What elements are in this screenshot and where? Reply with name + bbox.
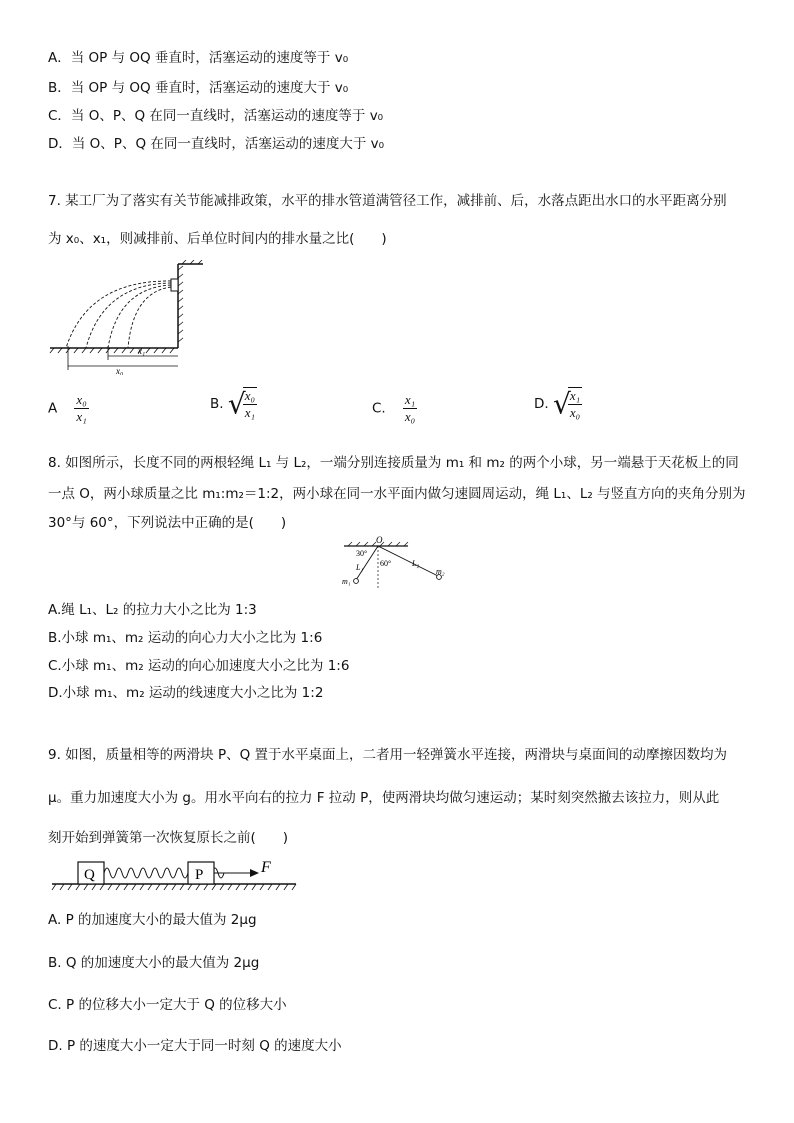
q8-figure-label-60: 60° xyxy=(380,559,392,568)
q8-figure-label-m2: m₂ xyxy=(436,567,445,576)
q8-option-d: D.小球 m₁、m₂ 运动的线速度大小之比为 1:2 xyxy=(48,685,324,701)
q9-option-d: D. P 的速度大小一定大于同一时刻 Q 的速度大小 xyxy=(48,1038,342,1054)
q7-option-a-letter: A xyxy=(48,400,58,417)
q8-option-a: A.绳 L₁、L₂ 的拉力大小之比为 1:3 xyxy=(48,602,257,618)
q8-stem-line3: 30°与 60°，下列说法中正确的是( ) xyxy=(48,515,287,531)
q9-option-b: B. Q 的加速度大小的最大值为 2μg xyxy=(48,955,260,971)
q7-option-a-den: x₁ xyxy=(76,409,87,424)
q8-option-c: C.小球 m₁、m₂ 运动的向心加速度大小之比为 1:6 xyxy=(48,658,350,674)
q6-option-c: C．当 O、P、Q 在同一直线时，活塞运动的速度等于 v₀ xyxy=(48,108,384,124)
q9-figure-label-q: Q xyxy=(84,867,95,883)
q7-option-d-den: x₀ xyxy=(569,405,581,420)
q7-stem-line1: 7. 某工厂为了落实有关节能减排政策，水平的排水管道满管径工作，减排前、后，水落点距出水口的水平距离分别 xyxy=(48,193,727,209)
q9-stem-line1: 9. 如图，质量相等的两滑块 P、Q 置于水平桌面上，二者用一轻弹簧水平连接，两滑块与桌面间的动摩擦因数均为 xyxy=(48,747,728,763)
q9-stem-line2: μ。重力加速度大小为 g。用水平向右的拉力 F 拉动 P，使两滑块均做匀速运动；某时刻突然撤去该拉力，则从此 xyxy=(48,790,720,806)
q8-figure-conical-pendulum xyxy=(338,534,458,592)
q9-option-c: C. P 的位移大小一定大于 Q 的位移大小 xyxy=(48,997,287,1013)
q7-option-b-letter: B. xyxy=(210,396,224,412)
q8-option-b: B.小球 m₁、m₂ 运动的向心力大小之比为 1:6 xyxy=(48,630,323,646)
q8-figure-label-o: O xyxy=(376,535,383,545)
q7-option-d xyxy=(534,387,582,421)
q9-figure-label-f: F xyxy=(261,859,271,876)
q6-option-d: D．当 O、P、Q 在同一直线时，活塞运动的速度大于 v₀ xyxy=(48,136,385,152)
q9-stem-line3: 刻开始到弹簧第一次恢复原长之前( ) xyxy=(48,830,289,846)
q8-figure-label-30: 30° xyxy=(356,549,368,558)
q8-figure-label-l2: L₂ xyxy=(412,559,420,568)
sqrt-icon: √ xyxy=(552,387,571,421)
q7-figure-drain-pipe xyxy=(48,260,218,375)
q7-option-b-den: x₁ xyxy=(244,405,255,420)
q7-figure-label-x1: x₁ xyxy=(138,346,146,356)
q7-option-c-den: x₀ xyxy=(404,409,416,424)
q7-option-c xyxy=(372,392,417,425)
q7-figure-label-x0: x₀ xyxy=(116,366,124,375)
q7-stem-line2: 为 x₀、x₁，则减排前、后单位时间内的排水量之比( ) xyxy=(48,231,387,247)
q9-option-a: A. P 的加速度大小的最大值为 2μg xyxy=(48,912,257,928)
q8-stem-line1: 8. 如图所示，长度不同的两根轻绳 L₁ 与 L₂，一端分别连接质量为 m₁ 和 m₂ 的两个小球，另一端悬于天花板上的同 xyxy=(48,455,739,471)
q8-figure-label-l1: L₁ xyxy=(356,563,364,572)
q9-figure-spring-blocks xyxy=(48,852,300,894)
q8-stem-line2: 一点 O，两小球质量之比 m₁:m₂＝1:2，两小球在同一水平面内做匀速圆周运动，绳 L₁、L₂ 与竖直方向的夹角分别为 xyxy=(48,486,746,502)
q8-figure-label-m1: m₁ xyxy=(342,577,351,586)
q6-option-b: B．当 OP 与 OQ 垂直时，活塞运动的速度大于 v₀ xyxy=(48,80,349,96)
q7-option-c-letter: C. xyxy=(372,400,386,417)
q7-option-d-num: x₁ xyxy=(569,388,581,403)
sqrt-icon: √ xyxy=(227,387,246,421)
q7-option-b-num: x₀ xyxy=(244,388,255,403)
q7-option-c-num: x₁ xyxy=(404,392,416,407)
q7-option-a xyxy=(48,392,89,425)
q7-option-b xyxy=(210,387,257,421)
q9-figure-label-p: P xyxy=(195,867,204,883)
q6-option-a: A．当 OP 与 OQ 垂直时，活塞运动的速度等于 v₀ xyxy=(48,50,349,66)
q7-option-d-letter: D. xyxy=(534,396,549,412)
q7-option-a-num: x₀ xyxy=(76,392,87,407)
